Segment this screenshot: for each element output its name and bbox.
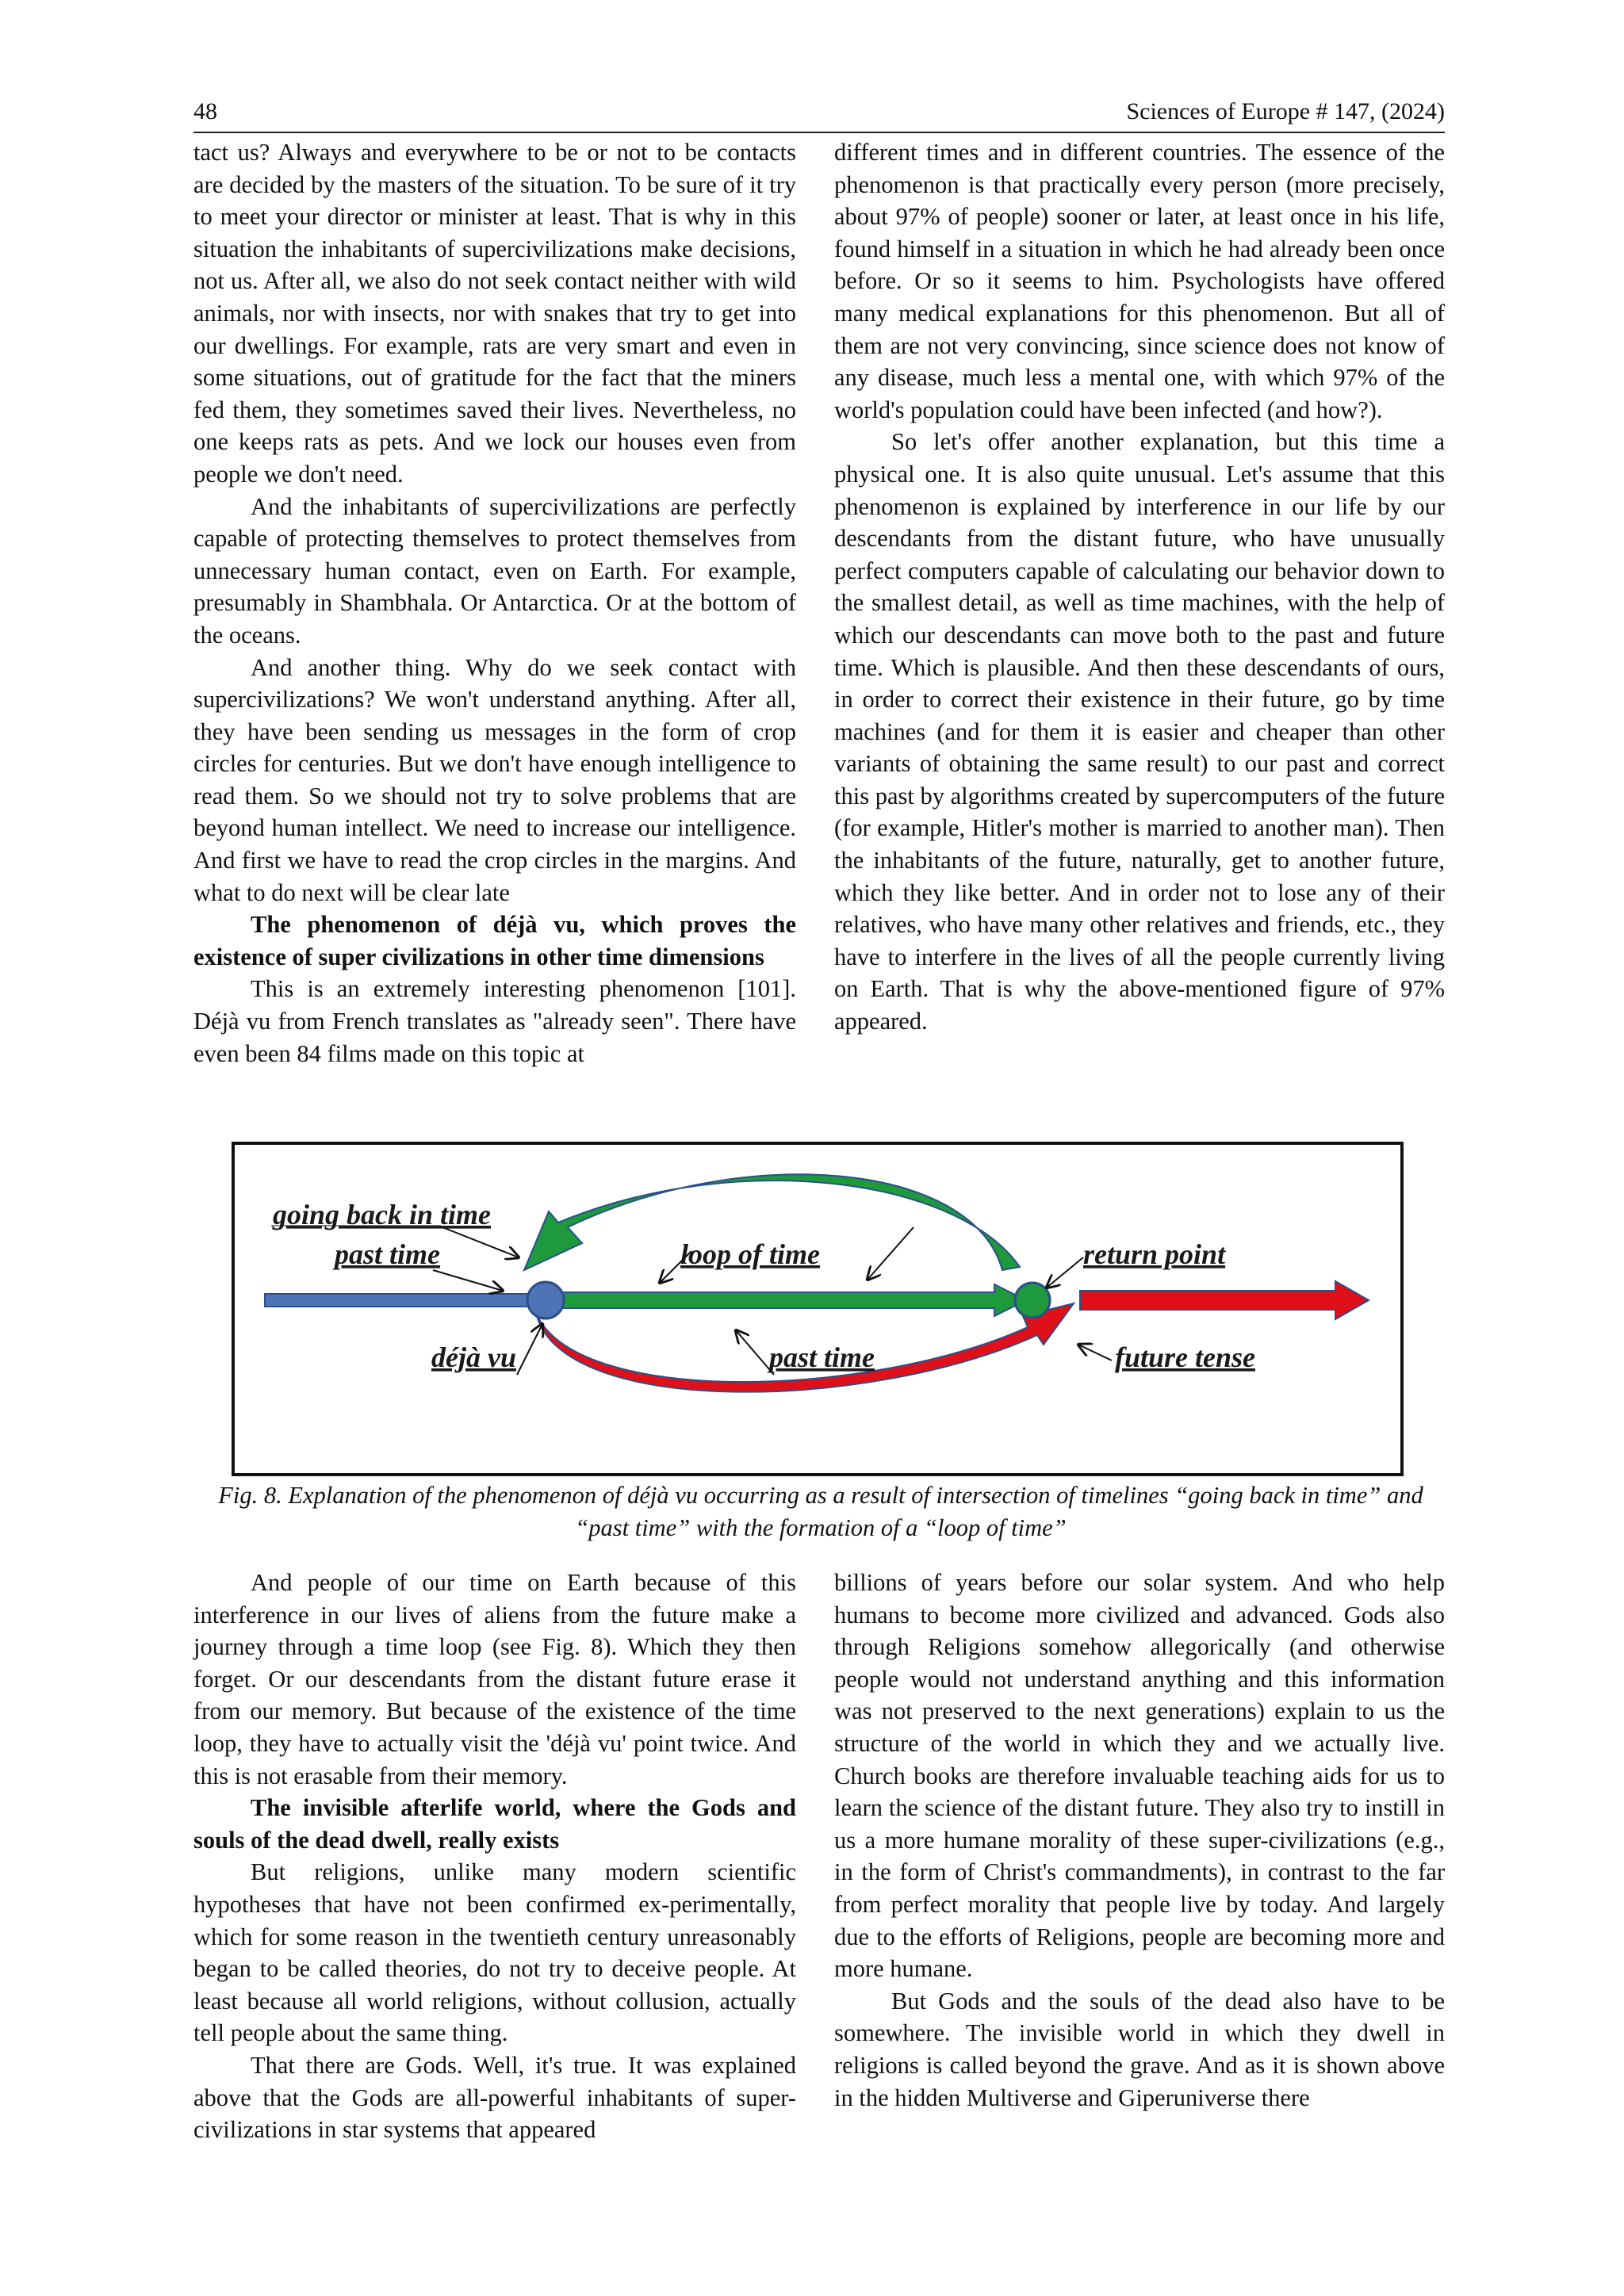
- column-top-right: [834, 136, 1445, 1038]
- label-past-time-top: past time: [335, 1238, 440, 1270]
- pointer-future-tense: [1078, 1345, 1112, 1360]
- section-heading-afterlife: The invisible afterlife world, where the Gods and souls of the dead dwell, really exists: [193, 1794, 796, 1854]
- label-return-point: return point: [1083, 1238, 1226, 1270]
- paragraph: But Gods and the souls of the dead also have to be somewhere. The invisible world in which they dwell in religions is called beyond the grave. And as it is shown above in the hidden Multiverse and Giperuniverse there: [834, 1987, 1445, 2111]
- pointer-going-back: [442, 1227, 519, 1257]
- journal-title: Sciences of Europe # 147, (2024): [1126, 98, 1445, 124]
- pointer-loop-top: [868, 1227, 914, 1280]
- return-point: [1015, 1283, 1050, 1318]
- column-bottom-left: [193, 1567, 796, 2146]
- page-number: 48: [193, 98, 217, 124]
- page-header: [193, 97, 1445, 133]
- paragraph: And people of our time on Earth because of this interference in our lives of aliens from the future make a journey through a time loop (see Fig. 8). Which they then forget. Or our descendants from the distant future erase it from our memory. But because of the existence of the time loop, they have to actually visit the 'déjà vu' point twice. And this is not erasable from their memory.: [193, 1569, 796, 1789]
- time-loop-diagram: [235, 1145, 1400, 1473]
- label-past-time-bottom: past time: [769, 1341, 875, 1373]
- label-going-back-in-time: going back in time: [273, 1199, 492, 1230]
- past-time-arrow: [265, 1294, 534, 1307]
- paragraph: But religions, unlike many modern scientific hypotheses that have not been confirmed ex-perimentally, which for some reason in the twentieth century unreasonably began to be called theories, do not try to deceive people. At least because all world religions, without collusion, actually tell people about the same thing.: [193, 1858, 796, 2047]
- paragraph: And another thing. Why do we seek contact with supercivilizations? We won't understand anything. After all, they have been sending us messages in the form of crop circles for centuries. But we don't have enough intelligence to read them. So we should not try to solve problems that are beyond human intellect. We need to increase our intelligence. And first we have to read the crop circles in the margins. And what to do next will be clear late: [193, 653, 796, 906]
- paragraph: That there are Gods. Well, it's true. It was explained above that the Gods are all-powerful inhabitants of super-civilizations in star systems that appeared: [193, 2051, 796, 2144]
- paragraph: This is an extremely interesting phenomenon [101]. Déjà vu from French translates as "already seen". There have even been 84 films made on this topic at: [193, 975, 796, 1067]
- label-loop-of-time: loop of time: [680, 1238, 820, 1270]
- paragraph: And the inhabitants of supercivilizations are perfectly capable of protecting themselves to protect themselves from unnecessary human contact, even on Earth. For example, presumably in Shambhala. Or Antarctica. Or at the bottom of the oceans.: [193, 492, 796, 649]
- column-bottom-right: [834, 1567, 1445, 2114]
- section-heading-deja-vu: The phenomenon of déjà vu, which proves the existence of super civilizations in other time dimensions: [193, 911, 796, 970]
- label-future-tense: future tense: [1115, 1341, 1256, 1373]
- paragraph: So let's offer another explanation, but this time a physical one. It is also quite unusual. Let's assume that this phenomenon is explained by interference in our life by our descendants from the distant future, who have unusually perfect computers capable of calculating our behavior down to the smallest detail, as well as time machines, with the help of which our descendants can move both to the past and future time. Which is plausible. And then these descendants of ours, in order to correct their existence in their future, go by time machines (and for them it is easier and cheaper than other variants of obtaining the same result) to our past and correct this past by algorithms created by supercomputers of the future (for example, Hitler's mother is married to another man). Then the inhabitants of the future, naturally, get to another future, which they like better. And in order not to lose any of their relatives, who have many other relatives and friends, etc., they have to interfere in the lives of all the people currently living on Earth. That is why the above-mentioned figure of 97% appeared.: [834, 428, 1445, 1035]
- pointer-past-time-bottom: [736, 1330, 774, 1375]
- pointer-return-point: [1047, 1257, 1083, 1288]
- future-tense-arrow: [1080, 1281, 1369, 1319]
- pointer-deja-vu: [517, 1324, 542, 1375]
- deja-vu-point: [527, 1282, 564, 1318]
- paragraph: different times and in different countries. The essence of the phenomenon is that practically every person (more precisely, about 97% of people) sooner or later, at least once in his life, found himself in a situation in which he had already been once before. Or so it seems to him. Psychologists have offered many medical explanations for this phenomenon. But all of them are not very convincing, since science does not know of any disease, much less a mental one, with which 97% of the world's population could have been infected (and how?).: [834, 139, 1445, 423]
- label-deja-vu: déjà vu: [431, 1341, 516, 1373]
- column-top-left: [193, 136, 796, 1070]
- paragraph: billions of years before our solar system. And who help humans to become more civilized and advanced. Gods also through Religions somehow allegorically (and otherwise people would not understand anything and this information was not preserved to the next generations) explain to us the structure of the world in which they and we actually live. Church books are therefore invaluable teaching aids for us to learn the science of the distant future. They also try to instill in us a more humane morality of these super-civilizations (e.g., in the form of Christ's commandments), in contrast to the far from perfect morality that people live by today. And largely due to the efforts of Religions, people are becoming more and more humane.: [834, 1569, 1445, 1983]
- pointer-past-time: [433, 1270, 503, 1291]
- paragraph: tact us? Always and everywhere to be or not to be contacts are decided by the masters of the situation. To be sure of it try to meet your director or minister at least. That is why in this situation the inhabitants of supercivilizations make decisions, not us. After all, we also do not seek contact neither with wild animals, nor with insects, nor with snakes that try to get into our dwellings. For example, rats are very smart and even in some situations, out of gratitude for the fact that the miners fed them, they sometimes saved their lives. Nevertheless, no one keeps rats as pets. And we lock our houses even from people we don't need.: [193, 139, 796, 488]
- figure-8-diagram: [232, 1142, 1404, 1476]
- figure-caption: Fig. 8. Explanation of the phenomenon of déjà vu occurring as a result of intersection of timelines “going back in time” and “past time” with the formation of a “loop of time”: [218, 1482, 1423, 1541]
- loop-of-time-arrow: [558, 1284, 1026, 1316]
